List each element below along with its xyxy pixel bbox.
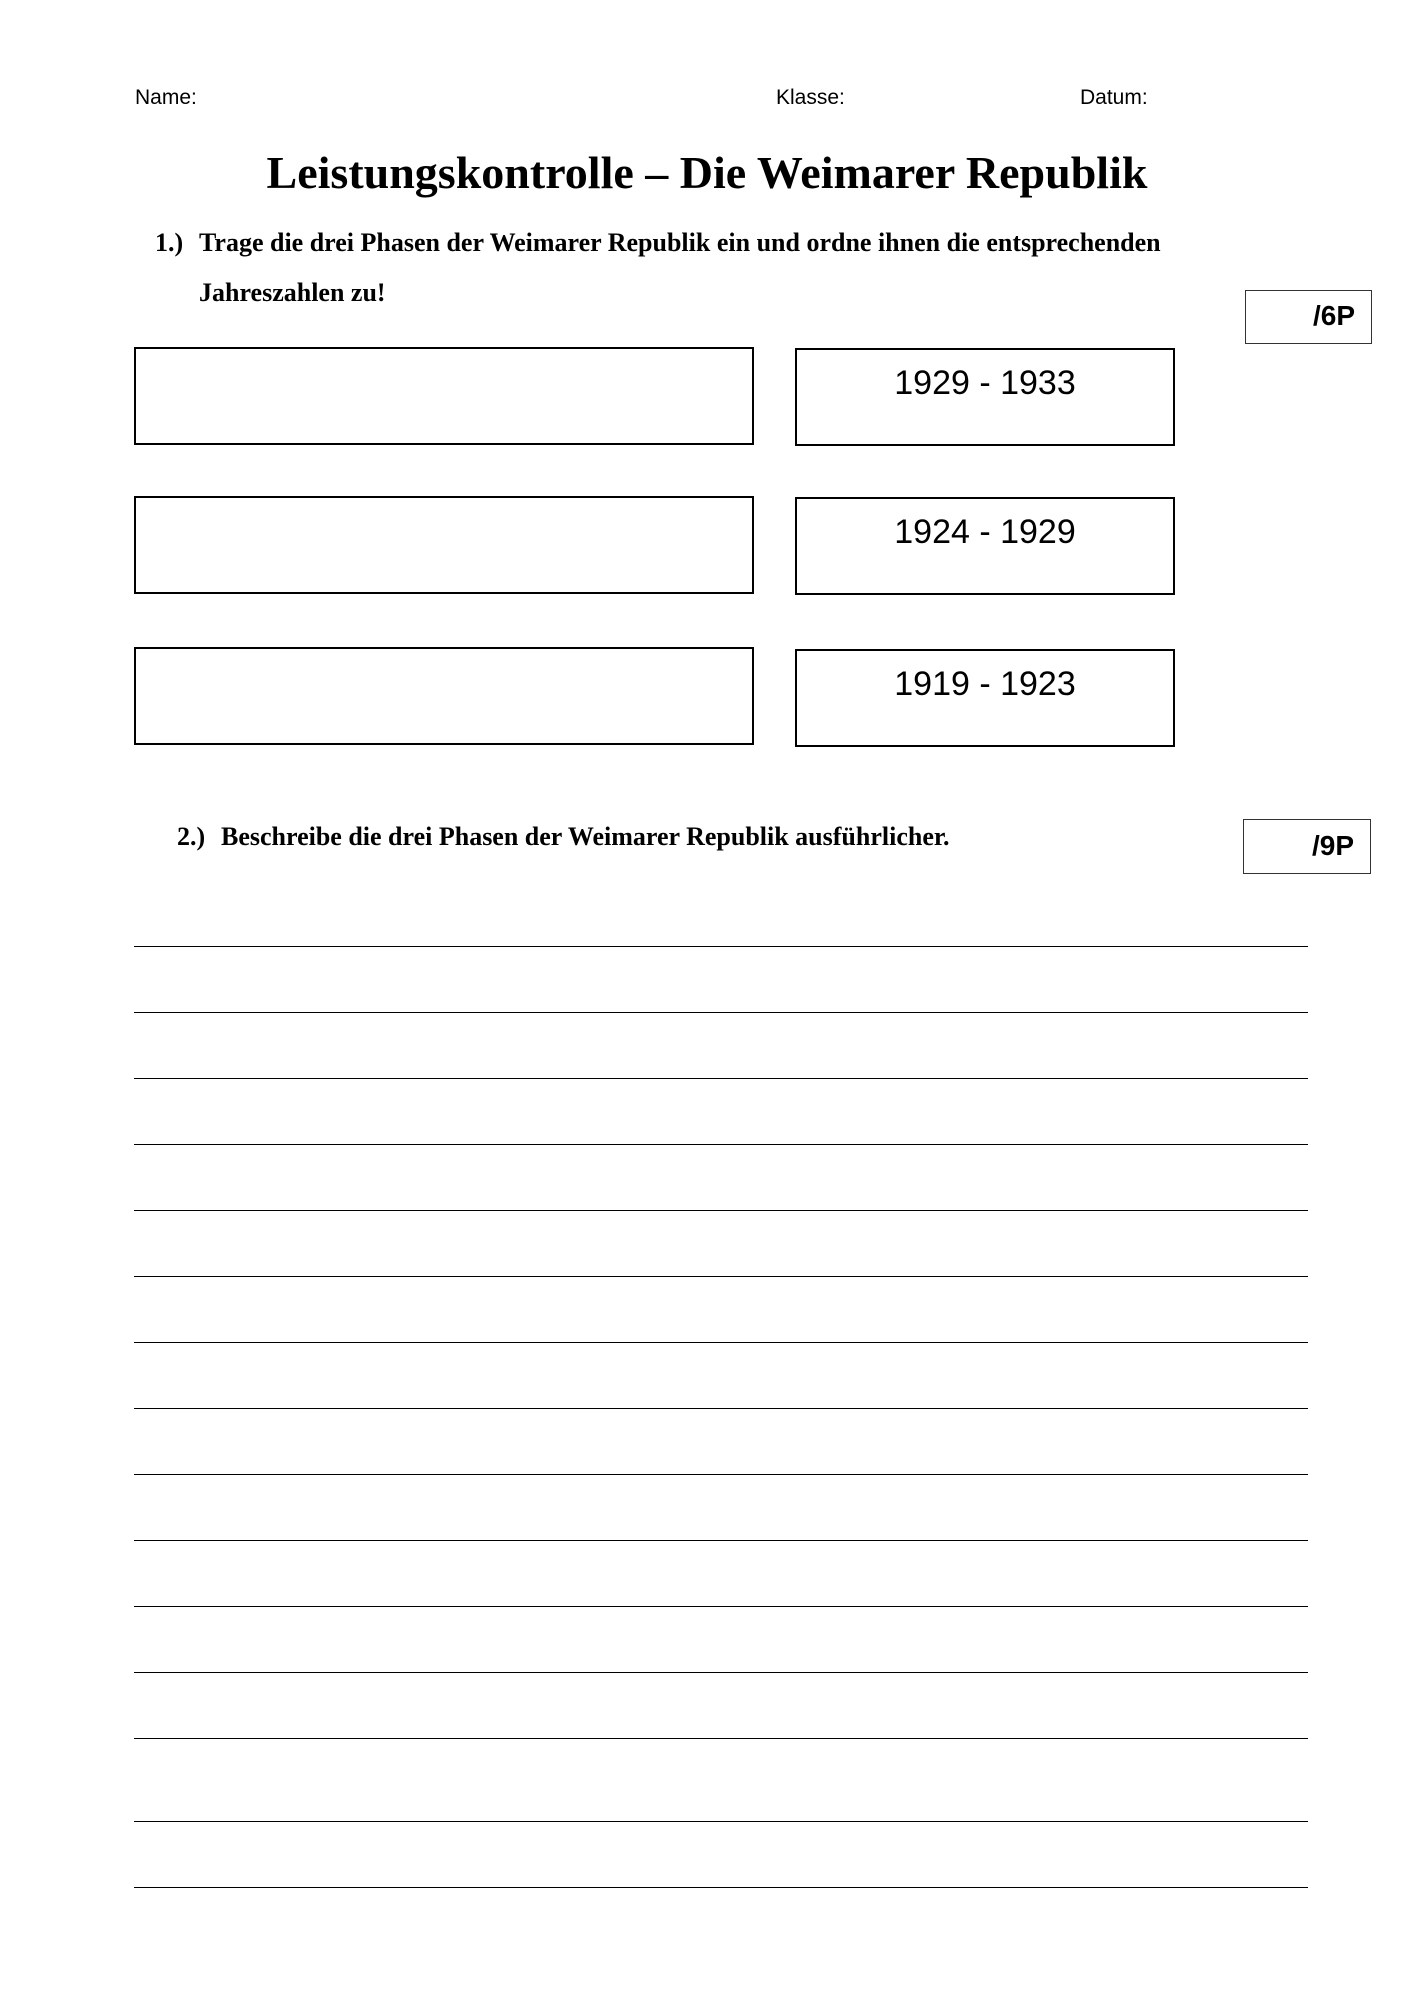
task2-instruction xyxy=(177,822,950,852)
writing-line[interactable] xyxy=(134,1606,1308,1607)
writing-line[interactable] xyxy=(134,1474,1308,1475)
task1-text-line2: Jahreszahlen zu! xyxy=(199,278,386,307)
task1-instruction xyxy=(155,228,1161,258)
writing-line[interactable] xyxy=(134,1078,1308,1079)
phase-answer-box-3[interactable] xyxy=(134,647,754,745)
writing-line[interactable] xyxy=(134,1738,1308,1739)
date-label: Datum: xyxy=(1080,86,1148,109)
writing-line[interactable] xyxy=(134,1821,1308,1822)
task1-points-box: /6P xyxy=(1245,290,1372,344)
name-label: Name: xyxy=(135,86,197,109)
page-title: Leistungskontrolle – Die Weimarer Republik xyxy=(266,147,1148,198)
writing-line[interactable] xyxy=(134,1342,1308,1343)
writing-line[interactable] xyxy=(134,1408,1308,1409)
writing-line[interactable] xyxy=(134,1210,1308,1211)
year-box-3: 1919 - 1923 xyxy=(795,649,1175,747)
phase-answer-box-1[interactable] xyxy=(134,347,754,445)
year-box-2: 1924 - 1929 xyxy=(795,497,1175,595)
task2-points-box: /9P xyxy=(1243,819,1371,874)
writing-line[interactable] xyxy=(134,1012,1308,1013)
writing-line[interactable] xyxy=(134,1276,1308,1277)
writing-line[interactable] xyxy=(134,1672,1308,1673)
writing-line[interactable] xyxy=(134,1540,1308,1541)
year-box-1: 1929 - 1933 xyxy=(795,348,1175,446)
writing-line[interactable] xyxy=(134,946,1308,947)
writing-line[interactable] xyxy=(134,1144,1308,1145)
task2-text: Beschreibe die drei Phasen der Weimarer Republik ausführlicher. xyxy=(221,822,950,851)
task1-text-line1: Trage die drei Phasen der Weimarer Republik ein und ordne ihnen die entsprechenden xyxy=(199,228,1161,257)
writing-line[interactable] xyxy=(134,1887,1308,1888)
phase-answer-box-2[interactable] xyxy=(134,496,754,594)
task1-number: 1.) xyxy=(155,228,184,257)
task2-number: 2.) xyxy=(177,822,206,851)
class-label: Klasse: xyxy=(776,86,845,109)
